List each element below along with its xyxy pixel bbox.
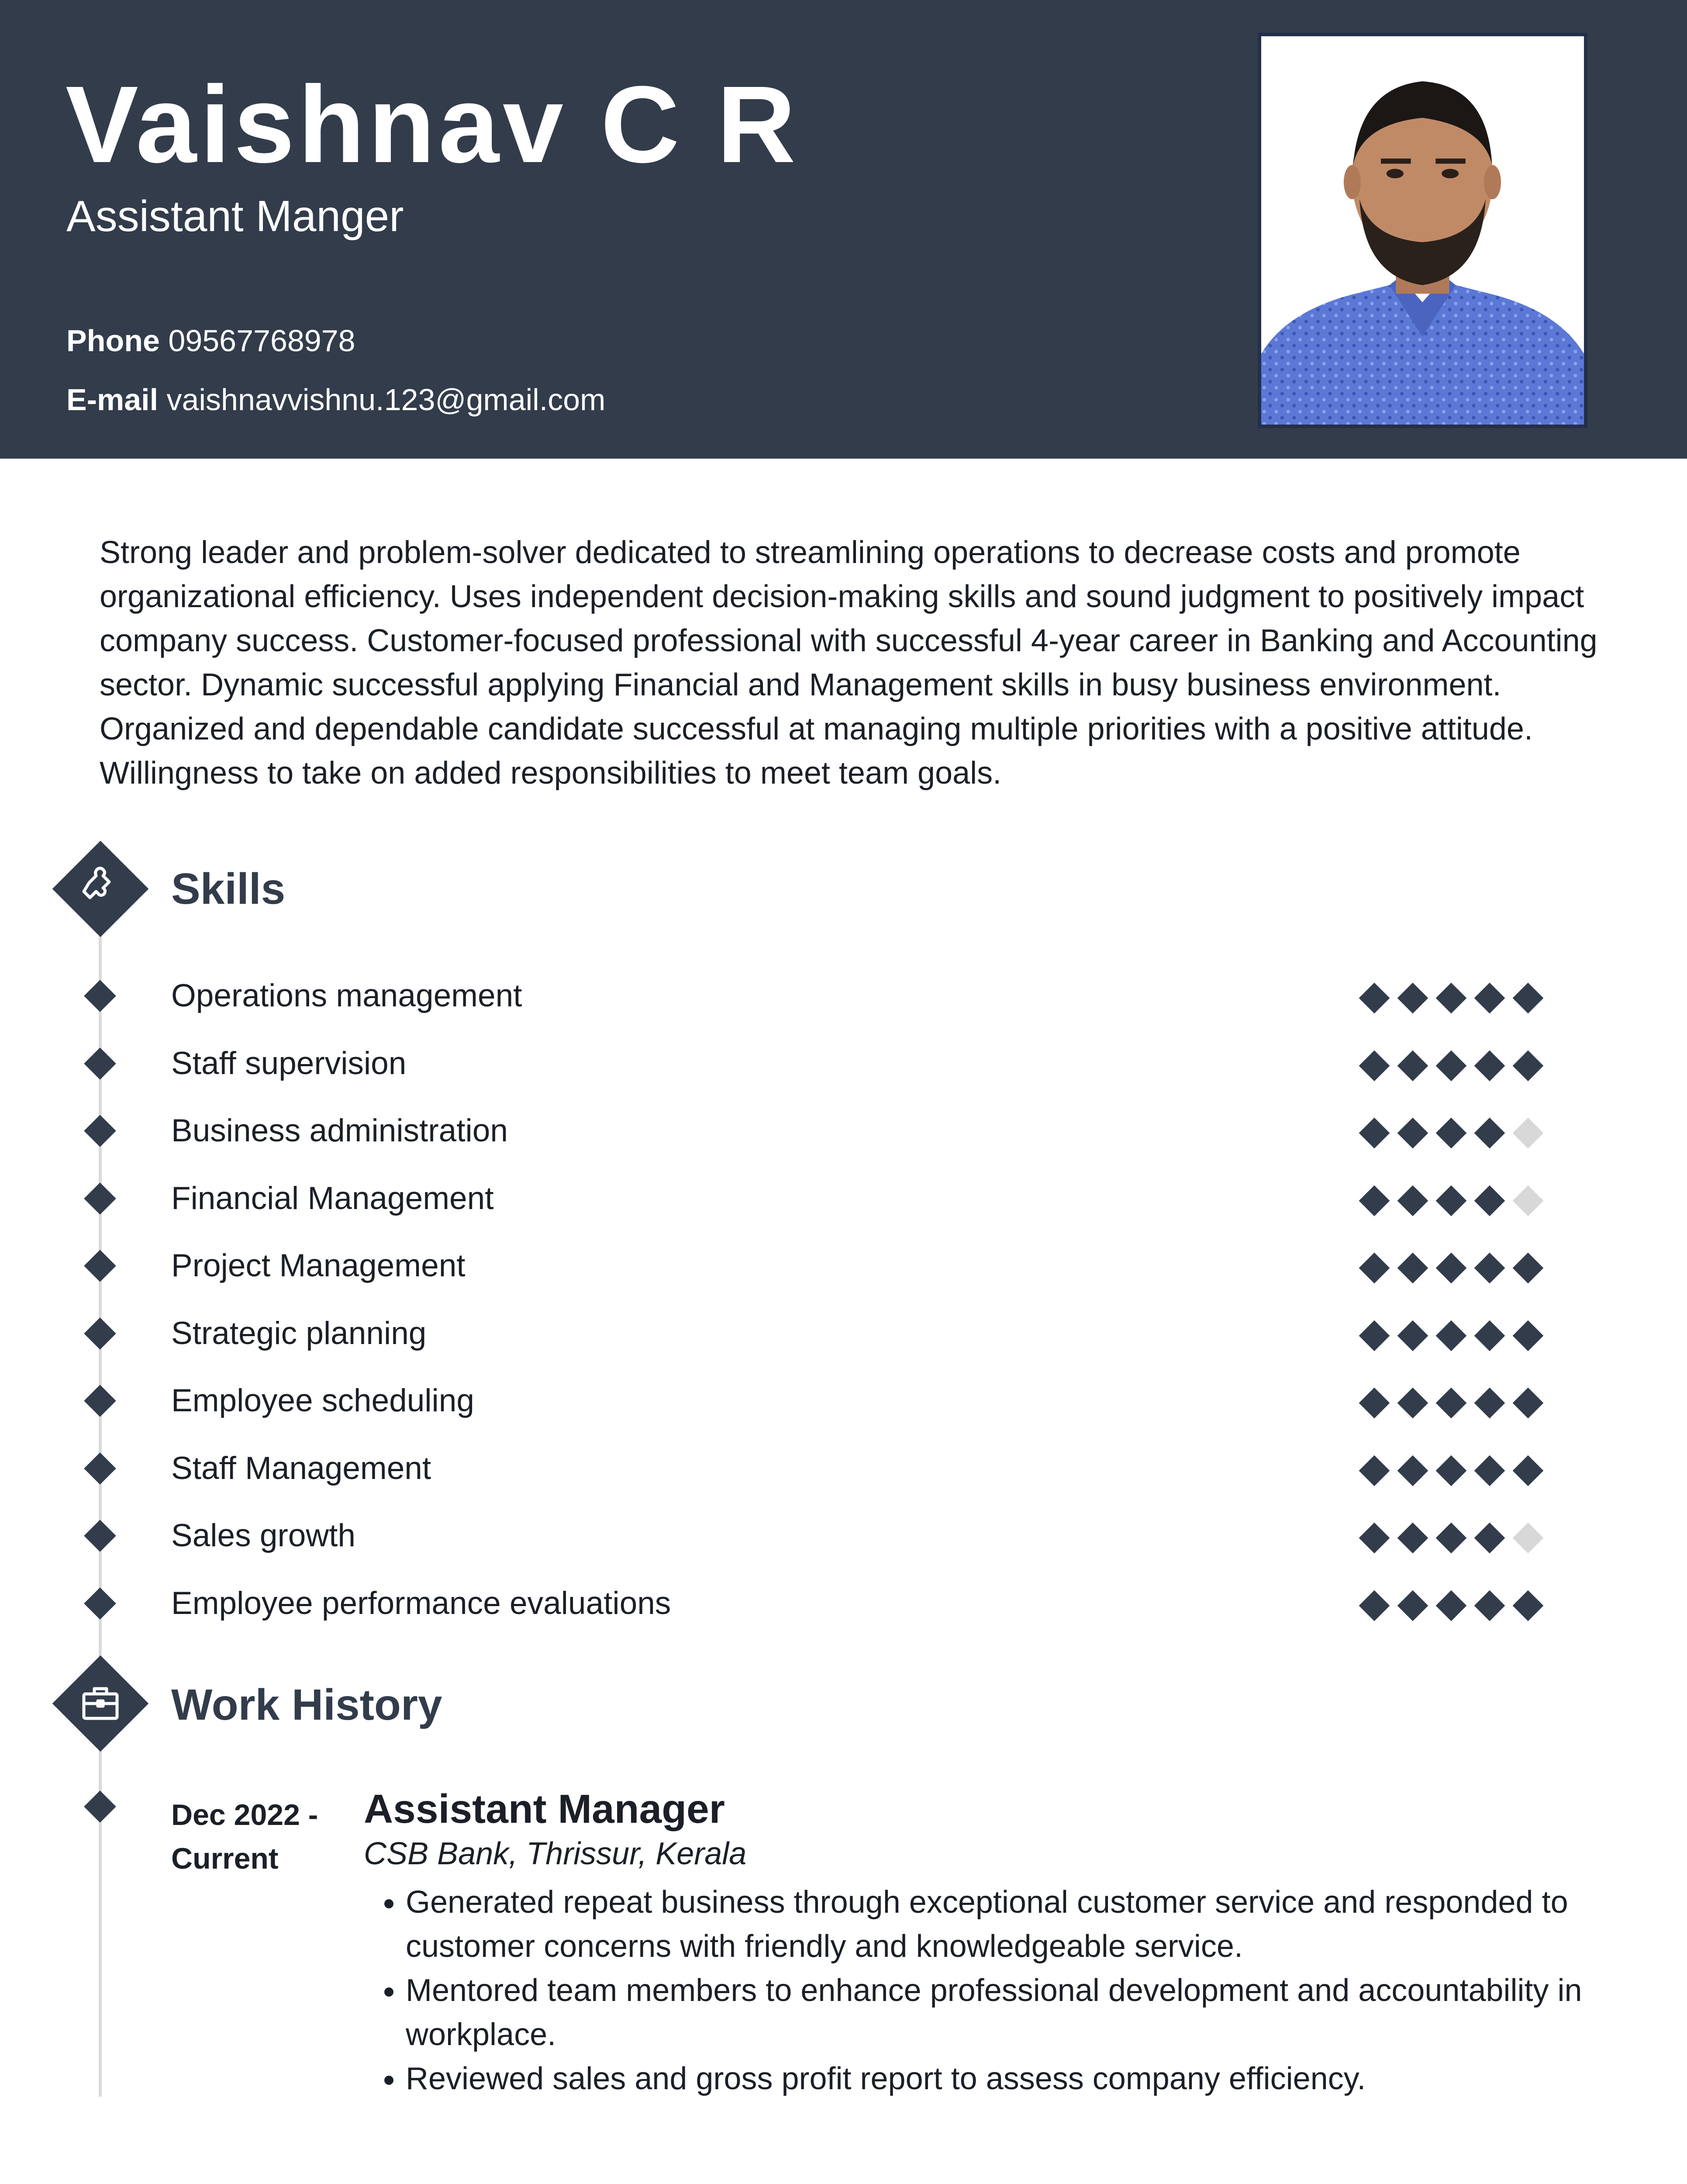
skill-name: Employee scheduling	[171, 1383, 474, 1418]
skill-row	[0, 1310, 1687, 1358]
rating-filled-diamond	[1436, 1388, 1467, 1419]
skill-rating	[1358, 1184, 1555, 1215]
skills-section-icon	[52, 841, 148, 937]
rating-filled-diamond	[1436, 1253, 1467, 1284]
rating-filled-diamond	[1359, 1590, 1390, 1621]
email-label: E-mail	[66, 383, 159, 417]
rating-filled-diamond	[1474, 1185, 1505, 1216]
rating-filled-diamond	[1436, 983, 1467, 1014]
rating-filled-diamond	[1397, 983, 1428, 1014]
rating-filled-diamond	[1474, 1253, 1505, 1284]
candidate-name: Vaishnav C R	[66, 63, 799, 185]
skill-bullet-marker	[84, 1250, 116, 1282]
skill-name: Staff supervision	[171, 1045, 407, 1081]
rating-filled-diamond	[1397, 1590, 1428, 1621]
skill-rating	[1358, 1386, 1555, 1417]
skill-bullet-marker	[84, 1385, 116, 1417]
rating-empty-diamond	[1513, 1118, 1544, 1149]
job-title: Assistant Manager	[364, 1786, 725, 1832]
skill-rating	[1358, 1251, 1555, 1282]
skill-row	[0, 1242, 1687, 1290]
skill-bullet-marker	[84, 980, 116, 1012]
rating-filled-diamond	[1359, 1118, 1390, 1149]
skill-rating	[1358, 1116, 1555, 1147]
skill-rating	[1358, 1589, 1555, 1620]
rating-filled-diamond	[1474, 1590, 1505, 1621]
rating-filled-diamond	[1397, 1118, 1428, 1149]
rating-filled-diamond	[1474, 1523, 1505, 1554]
skills-title: Skills	[171, 864, 286, 913]
skill-row	[0, 1444, 1687, 1493]
rating-filled-diamond	[1513, 1050, 1544, 1081]
skill-row	[0, 1107, 1687, 1155]
candidate-role: Assistant Manger	[66, 192, 404, 241]
skill-name: Sales growth	[171, 1518, 355, 1553]
rating-filled-diamond	[1397, 1253, 1428, 1284]
rating-filled-diamond	[1474, 1388, 1505, 1419]
rating-filled-diamond	[1359, 1455, 1390, 1486]
job-date: Dec 2022 - Current	[171, 1798, 318, 1875]
skill-rating	[1358, 1319, 1555, 1350]
job-company: CSB Bank, Thrissur, Kerala	[364, 1836, 747, 1871]
skill-row	[0, 1579, 1687, 1628]
rating-filled-diamond	[1397, 1388, 1428, 1419]
rating-empty-diamond	[1513, 1523, 1544, 1554]
email-line	[66, 384, 605, 415]
skill-bullet-marker	[84, 1520, 116, 1552]
work-history-title: Work History	[171, 1680, 442, 1729]
rating-filled-diamond	[1474, 1118, 1505, 1149]
rating-filled-diamond	[1513, 1320, 1544, 1351]
rating-filled-diamond	[1359, 1320, 1390, 1351]
rating-filled-diamond	[1397, 1523, 1428, 1554]
rating-filled-diamond	[1359, 1388, 1390, 1419]
skill-bullet-marker	[84, 1182, 116, 1215]
job-bullets	[364, 1880, 1672, 2101]
rating-filled-diamond	[1513, 1455, 1544, 1486]
rating-filled-diamond	[1513, 1253, 1544, 1284]
skill-name: Business administration	[171, 1113, 508, 1148]
skill-name: Strategic planning	[171, 1315, 427, 1351]
rating-filled-diamond	[1397, 1455, 1428, 1486]
rating-filled-diamond	[1474, 1050, 1505, 1081]
skill-name: Financial Management	[171, 1180, 494, 1216]
rating-filled-diamond	[1436, 1185, 1467, 1216]
skill-rating	[1358, 1454, 1555, 1485]
rating-filled-diamond	[1436, 1590, 1467, 1621]
skill-bullet-marker	[84, 1587, 116, 1620]
skill-bullet-marker	[84, 1115, 116, 1147]
rating-filled-diamond	[1397, 1185, 1428, 1216]
rating-filled-diamond	[1436, 1320, 1467, 1351]
rating-filled-diamond	[1397, 1320, 1428, 1351]
rating-filled-diamond	[1397, 1050, 1428, 1081]
skill-name: Staff Management	[171, 1450, 431, 1486]
rating-filled-diamond	[1359, 1523, 1390, 1554]
rating-empty-diamond	[1513, 1185, 1544, 1216]
skill-row	[0, 1175, 1687, 1223]
job-bullet-item: • Mentored team members to enhance professional development and accountability in workplace.	[406, 1969, 1672, 2057]
skill-row	[0, 1512, 1687, 1560]
skill-rating	[1358, 1049, 1555, 1080]
rating-filled-diamond	[1474, 1455, 1505, 1486]
skill-row	[0, 972, 1687, 1020]
skill-bullet-marker	[84, 1452, 116, 1485]
phone-label: Phone	[66, 324, 160, 358]
skill-name: Employee performance evaluations	[171, 1585, 671, 1621]
skill-bullet-marker	[84, 1047, 116, 1080]
phone-line	[66, 325, 355, 356]
skill-row	[0, 1377, 1687, 1425]
skill-rating	[1358, 981, 1555, 1012]
rating-filled-diamond	[1436, 1050, 1467, 1081]
header-banner	[0, 0, 1687, 459]
rating-filled-diamond	[1513, 1590, 1544, 1621]
email-value: vaishnavvishnu.123@gmail.com	[166, 383, 606, 417]
work-history-section-icon	[52, 1655, 148, 1752]
professional-summary: Strong leader and problem-solver dedicated to streamlining operations to decrease costs and promote organizational efficiency. Uses independent decision-making skills and sound judgment to positively impact company success. Customer-focused professional with successful 4-year career in Banking and Accounting sector. Dynamic successful applying Financial and Management skills in busy business environment. Organized and dependable candidate successful at managing multiple priorities with a positive attitude. Willingness to take on added responsibilities to meet team goals.	[100, 535, 1597, 791]
rating-filled-diamond	[1436, 1523, 1467, 1554]
skill-row	[0, 1040, 1687, 1088]
rating-filled-diamond	[1359, 1050, 1390, 1081]
rating-filled-diamond	[1436, 1118, 1467, 1149]
skill-name: Operations management	[171, 978, 522, 1013]
job-bullet-item: • Reviewed sales and gross profit report to assess company efficiency.	[406, 2057, 1672, 2101]
rating-filled-diamond	[1436, 1455, 1467, 1486]
rating-filled-diamond	[1474, 983, 1505, 1014]
rating-filled-diamond	[1359, 1253, 1390, 1284]
skill-bullet-marker	[84, 1317, 116, 1350]
rating-filled-diamond	[1359, 1185, 1390, 1216]
rating-filled-diamond	[1513, 983, 1544, 1014]
skill-rating	[1358, 1521, 1555, 1552]
job-timeline-marker	[84, 1790, 116, 1823]
job-bullet-item: • Generated repeat business through exceptional customer service and responded to customer concerns with friendly and knowledgeable service.	[406, 1880, 1672, 1969]
profile-photo	[1258, 33, 1587, 428]
rating-filled-diamond	[1359, 983, 1390, 1014]
rating-filled-diamond	[1474, 1320, 1505, 1351]
rating-filled-diamond	[1513, 1388, 1544, 1419]
skill-name: Project Management	[171, 1248, 466, 1283]
phone-value: 09567768978	[168, 324, 355, 358]
